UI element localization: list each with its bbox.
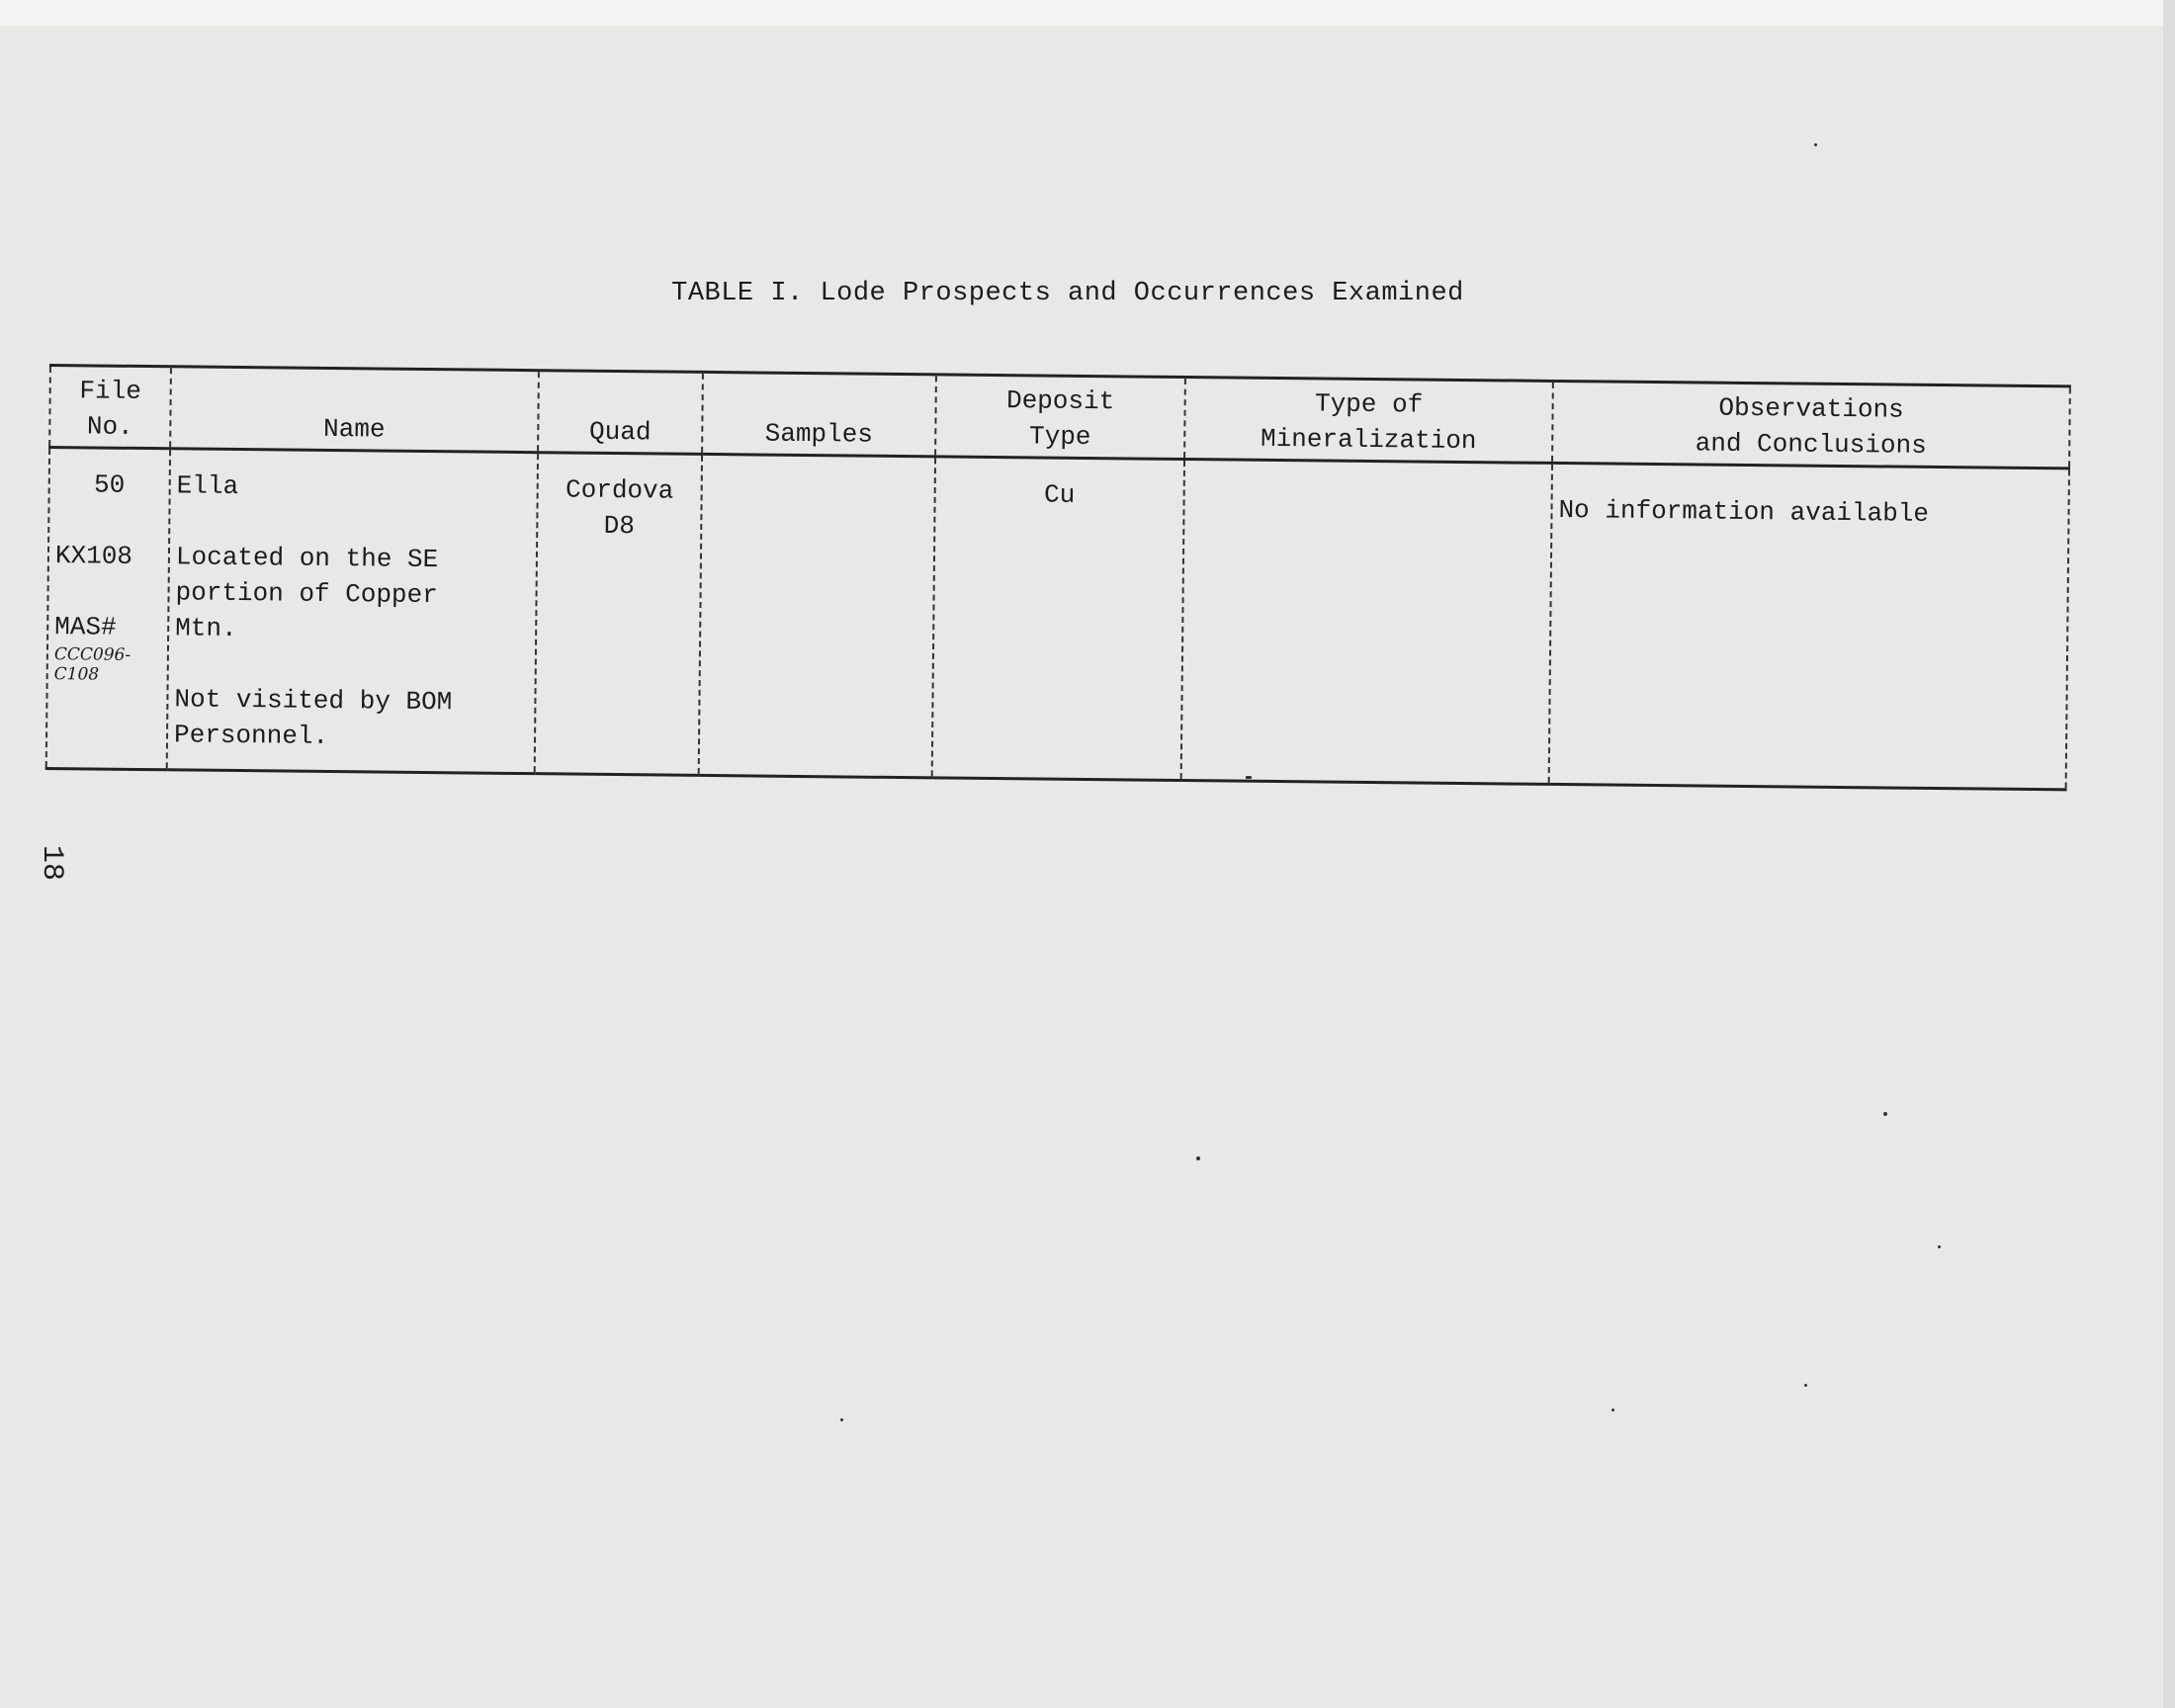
cell-deposit-type bbox=[932, 457, 1184, 781]
header-name: Name bbox=[170, 367, 539, 453]
cell-observations bbox=[1549, 463, 2069, 789]
scan-top-edge bbox=[0, 0, 2175, 26]
header-type-of-mineralization: Type of Mineralization bbox=[1184, 378, 1553, 464]
kx-number: KX108 bbox=[54, 541, 133, 571]
location-line-3: Mtn. bbox=[175, 613, 237, 643]
visit-note-line-1: Not visited by BOM bbox=[174, 684, 453, 718]
scan-speck bbox=[1804, 1384, 1807, 1387]
cell-file-no bbox=[46, 448, 170, 770]
header-observations: Observations and Conclusions bbox=[1552, 381, 2070, 468]
header-file-no: File No. bbox=[49, 366, 171, 449]
cell-samples bbox=[699, 454, 935, 777]
scan-speck bbox=[1611, 1409, 1614, 1411]
scan-speck bbox=[1938, 1245, 1941, 1248]
mas-handwritten-line-2: C108 bbox=[53, 664, 100, 685]
prospects-table bbox=[45, 364, 2071, 788]
prospect-name: Ella bbox=[176, 470, 239, 502]
scan-right-edge bbox=[2163, 0, 2175, 1708]
table-title: TABLE I. Lode Prospects and Occurrences Examined bbox=[671, 279, 1464, 308]
location-line-1: Located on the SE bbox=[175, 542, 439, 575]
mas-handwritten-line-1: CCC096- bbox=[53, 644, 131, 665]
scan-speck bbox=[1246, 776, 1252, 779]
observations-text: No information available bbox=[1558, 494, 1930, 529]
cell-quad bbox=[535, 453, 702, 776]
quad-line-2: D8 bbox=[603, 510, 636, 542]
cell-name bbox=[167, 449, 538, 774]
location-line-2: portion of Copper bbox=[175, 577, 438, 611]
header-quad: Quad bbox=[538, 371, 703, 455]
scan-speck bbox=[1883, 1112, 1887, 1116]
page-number: 18 bbox=[35, 844, 69, 882]
header-samples: Samples bbox=[702, 372, 936, 456]
quad-line-1: Cordova bbox=[565, 474, 674, 506]
cell-type-of-mineralization bbox=[1181, 460, 1552, 785]
table-row bbox=[46, 448, 2069, 790]
visit-note-line-2: Personnel. bbox=[173, 720, 329, 751]
scan-speck bbox=[840, 1418, 843, 1421]
mas-label: MAS# bbox=[54, 612, 117, 642]
deposit-type-value: Cu bbox=[1043, 479, 1076, 510]
header-deposit-type: Deposit Type bbox=[935, 375, 1185, 460]
scan-speck bbox=[1196, 1156, 1200, 1160]
scan-speck bbox=[1814, 143, 1817, 146]
file-number: 50 bbox=[93, 470, 126, 500]
